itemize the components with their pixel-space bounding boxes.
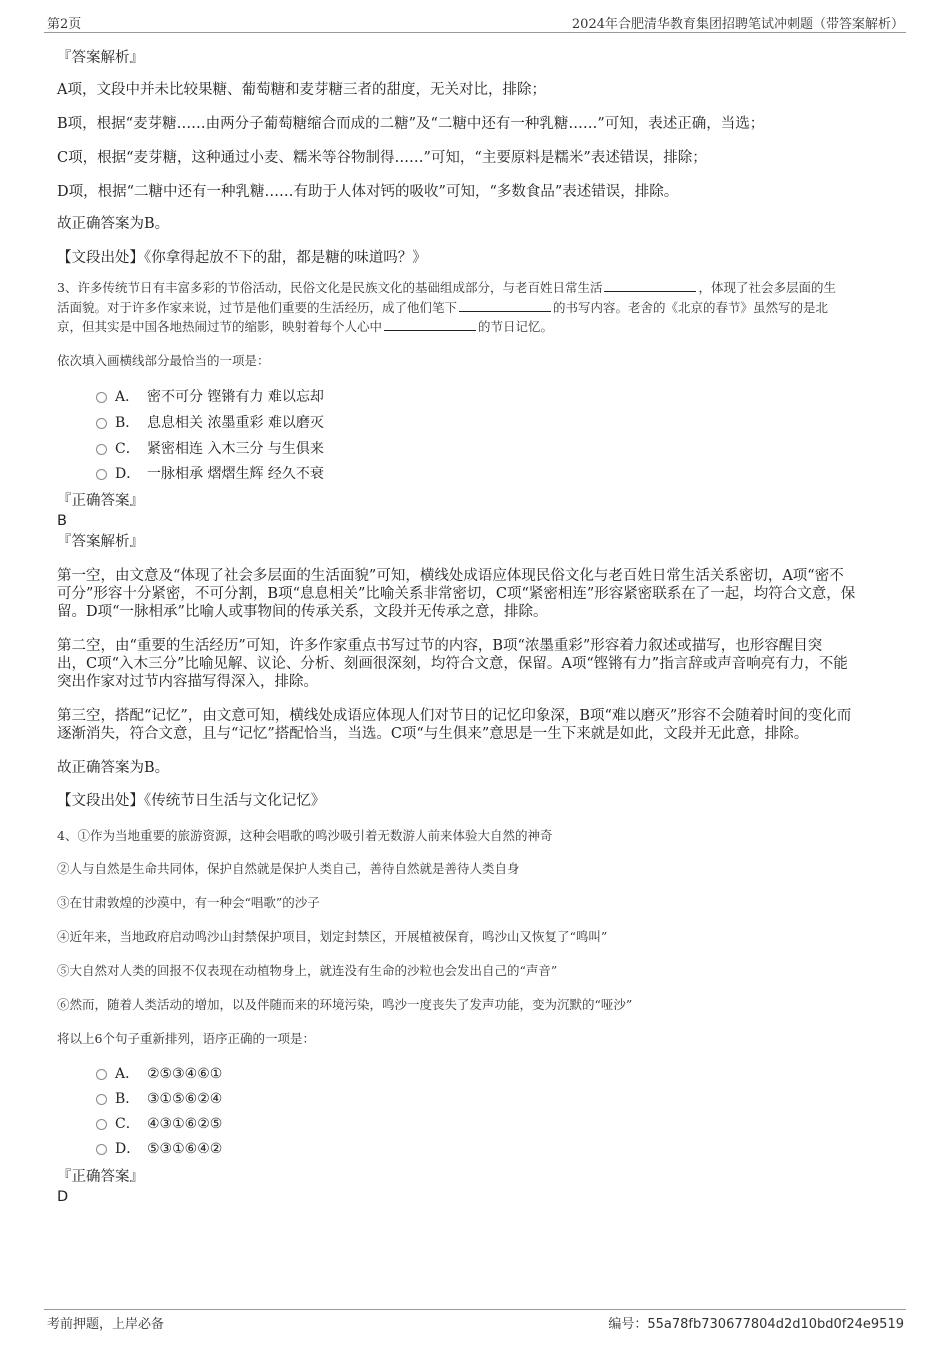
q3-stem-line-3: [57, 317, 897, 336]
q3-answer: B: [57, 513, 67, 529]
radio-button[interactable]: [96, 444, 107, 455]
q3-answer-label: 『正确答案』: [57, 493, 144, 509]
q2-analysis-label: 『答案解析』: [57, 50, 144, 66]
radio-button[interactable]: [96, 1144, 107, 1155]
q3-stem-text: 的书写内容。老舍的《北京的春节》虽然写的是北: [553, 300, 829, 315]
q2-analysis-c: C项，根据“麦芽糖，这种通过小麦、糯米等谷物制得……”可知，“主要原料是糯米”表述错误，排除；: [57, 150, 707, 166]
q3-para2-line: 第二空，由“重要的生活经历”可知，许多作家重点书写过节的内容，B项“浓墨重彩”形容着力叙述或描写，也形容醒目突: [57, 638, 823, 654]
option-letter: C．: [115, 441, 140, 457]
q3-para2-line: 出，C项“入木三分”比喻见解、议论、分析、刻画很深刻，均符合文意，保留。A项“铿锵有力”指言辞或声音响亮有力，不能: [57, 656, 848, 672]
document-code: [608, 1313, 904, 1332]
option-text: 密不可分 铿锵有力 难以忘却: [147, 389, 324, 405]
radio-button[interactable]: [96, 392, 107, 403]
option-text: 一脉相承 熠熠生辉 经久不衰: [147, 466, 324, 482]
option-text: 紧密相连 入木三分 与生俱来: [147, 441, 324, 457]
radio-button[interactable]: [96, 1119, 107, 1130]
q3-option-d[interactable]: [96, 464, 324, 484]
q2-analysis-d: D项，根据“二糖中还有一种乳糖……有助于人体对钙的吸收”可知，“多数食品”表述错误，排除。: [57, 184, 679, 200]
q3-para1-line: 留。D项“一脉相承”比喻人或事物间的传承关系，文段并无传承之意，排除。: [57, 604, 548, 620]
q4-sentence-6: ⑥然而，随着人类活动的增加，以及伴随而来的环境污染，鸣沙一度丧失了发声功能，变为沉默的“哑沙”: [57, 997, 633, 1012]
q3-source: 【文段出处】《传统节日生活与文化记忆》: [57, 793, 326, 809]
fill-blank-1: [604, 279, 696, 292]
option-text: ②⑤③④⑥①: [147, 1066, 223, 1082]
option-letter: D．: [115, 1141, 141, 1157]
document-title: 2024年合肥清华教育集团招聘笔试冲刺题（带答案解析）: [571, 17, 904, 32]
header-divider: [44, 32, 906, 33]
option-letter: D．: [115, 466, 141, 482]
q2-source: 【文段出处】《你拿得起放不下的甜，都是糖的味道吗？》: [57, 250, 427, 266]
option-letter: C．: [115, 1116, 140, 1132]
q3-option-a[interactable]: [96, 387, 324, 407]
q3-stem-text: ，体现了社会多层面的生: [698, 280, 836, 295]
radio-button[interactable]: [96, 1094, 107, 1105]
q3-prompt: 依次填入画横线部分最恰当的一项是：: [57, 353, 270, 368]
q4-prompt: 将以上6个句子重新排列，语序正确的一项是：: [57, 1031, 315, 1046]
q3-para3-line: 第三空，搭配“记忆”，由文意可知，横线处成语应体现人们对节日的记忆印象深，B项“难以磨灭”形容不会随着时间的变化而: [57, 708, 852, 724]
option-letter: B．: [115, 415, 140, 431]
q4-option-a[interactable]: [96, 1064, 222, 1084]
footer-slogan: 考前押题，上岸必备: [47, 1317, 165, 1332]
q3-para1-line: 可分”形容十分紧密，不可分割，B项“息息相关”比喻关系非常密切，C项“紧密相连”形容紧密联系在了一起，均符合文意，保: [57, 586, 856, 602]
option-letter: B．: [115, 1091, 140, 1107]
q3-stem-line-2: [57, 298, 897, 317]
page-number: 第2页: [47, 17, 82, 32]
q4-sentence-1: 4、①作为当地重要的旅游资源，这种会唱歌的鸣沙吸引着无数游人前来体验大自然的神奇: [57, 828, 553, 843]
q3-para2-line: 突出作家对过节内容描写得深入，排除。: [57, 674, 318, 690]
q4-answer: D: [57, 1189, 69, 1205]
q3-stem-line-1: [57, 278, 897, 297]
q4-sentence-4: ④近年来，当地政府启动鸣沙山封禁保护项目，划定封禁区，开展植被保育，鸣沙山又恢复了“鸣叫”: [57, 929, 608, 944]
q4-sentence-2: ②人与自然是生命共同体，保护自然就是保护人类自己，善待自然就是善待人类自身: [57, 861, 520, 876]
option-letter: A．: [115, 1066, 140, 1082]
q3-option-b[interactable]: [96, 413, 324, 433]
q3-para1-line: 第一空，由文意及“体现了社会多层面的生活面貌”可知，横线处成语应体现民俗文化与老百姓日常生活关系密切，A项“密不: [57, 568, 844, 584]
q2-analysis-b: B项，根据“麦芽糖……由两分子葡萄糖缩合而成的二糖”及“二糖中还有一种乳糖……”可知，表述正确，当选；: [57, 116, 765, 132]
fill-blank-2: [459, 299, 551, 312]
option-text: ③①⑤⑥②④: [147, 1091, 223, 1107]
q3-para3-line: 逐渐消失，符合文意，且与“记忆”搭配恰当，当选。C项“与生俱来”意思是一生下来就是如此，文段并无此意，排除。: [57, 726, 809, 742]
fill-blank-3: [384, 318, 476, 331]
radio-button[interactable]: [96, 469, 107, 480]
q3-conclusion: 故正确答案为B。: [57, 760, 170, 776]
q4-sentence-3: ③在甘肃敦煌的沙漠中，有一种会“唱歌”的沙子: [57, 895, 320, 910]
option-text: ④③①⑥②⑤: [147, 1116, 223, 1132]
option-text: ⑤③①⑥④②: [147, 1141, 223, 1157]
q4-answer-label: 『正确答案』: [57, 1169, 144, 1185]
code-value: 55a78fb730677804d2d10bd0f24e9519: [647, 1317, 904, 1332]
q3-stem-text: 3、许多传统节日有丰富多彩的节俗活动，民俗文化是民族文化的基础组成部分，与老百姓日常生活: [57, 280, 603, 295]
q3-option-c[interactable]: [96, 439, 324, 459]
q3-stem-text: 的节日记忆。: [478, 319, 554, 334]
radio-button[interactable]: [96, 1069, 107, 1080]
q4-sentence-5: ⑤大自然对人类的回报不仅表现在动植物身上，就连没有生命的沙粒也会发出自己的“声音”: [57, 963, 558, 978]
option-text: 息息相关 浓墨重彩 难以磨灭: [147, 415, 324, 431]
footer-divider: [44, 1309, 906, 1310]
option-letter: A．: [115, 389, 140, 405]
radio-button[interactable]: [96, 418, 107, 429]
code-label: 编号：: [608, 1317, 648, 1332]
q4-option-c[interactable]: [96, 1114, 222, 1134]
q4-option-d[interactable]: [96, 1139, 222, 1159]
q3-analysis-label: 『答案解析』: [57, 534, 144, 550]
q3-stem-text: 活面貌。对于许多作家来说，过节是他们重要的生活经历，成了他们笔下: [57, 300, 458, 315]
q3-stem-text: 京，但其实是中国各地热闹过节的缩影，映射着每个人心中: [57, 319, 383, 334]
q2-analysis-a: A项，文段中并未比较果糖、葡萄糖和麦芽糖三者的甜度，无关对比，排除；: [57, 82, 546, 98]
q4-option-b[interactable]: [96, 1089, 222, 1109]
q2-conclusion: 故正确答案为B。: [57, 216, 170, 232]
